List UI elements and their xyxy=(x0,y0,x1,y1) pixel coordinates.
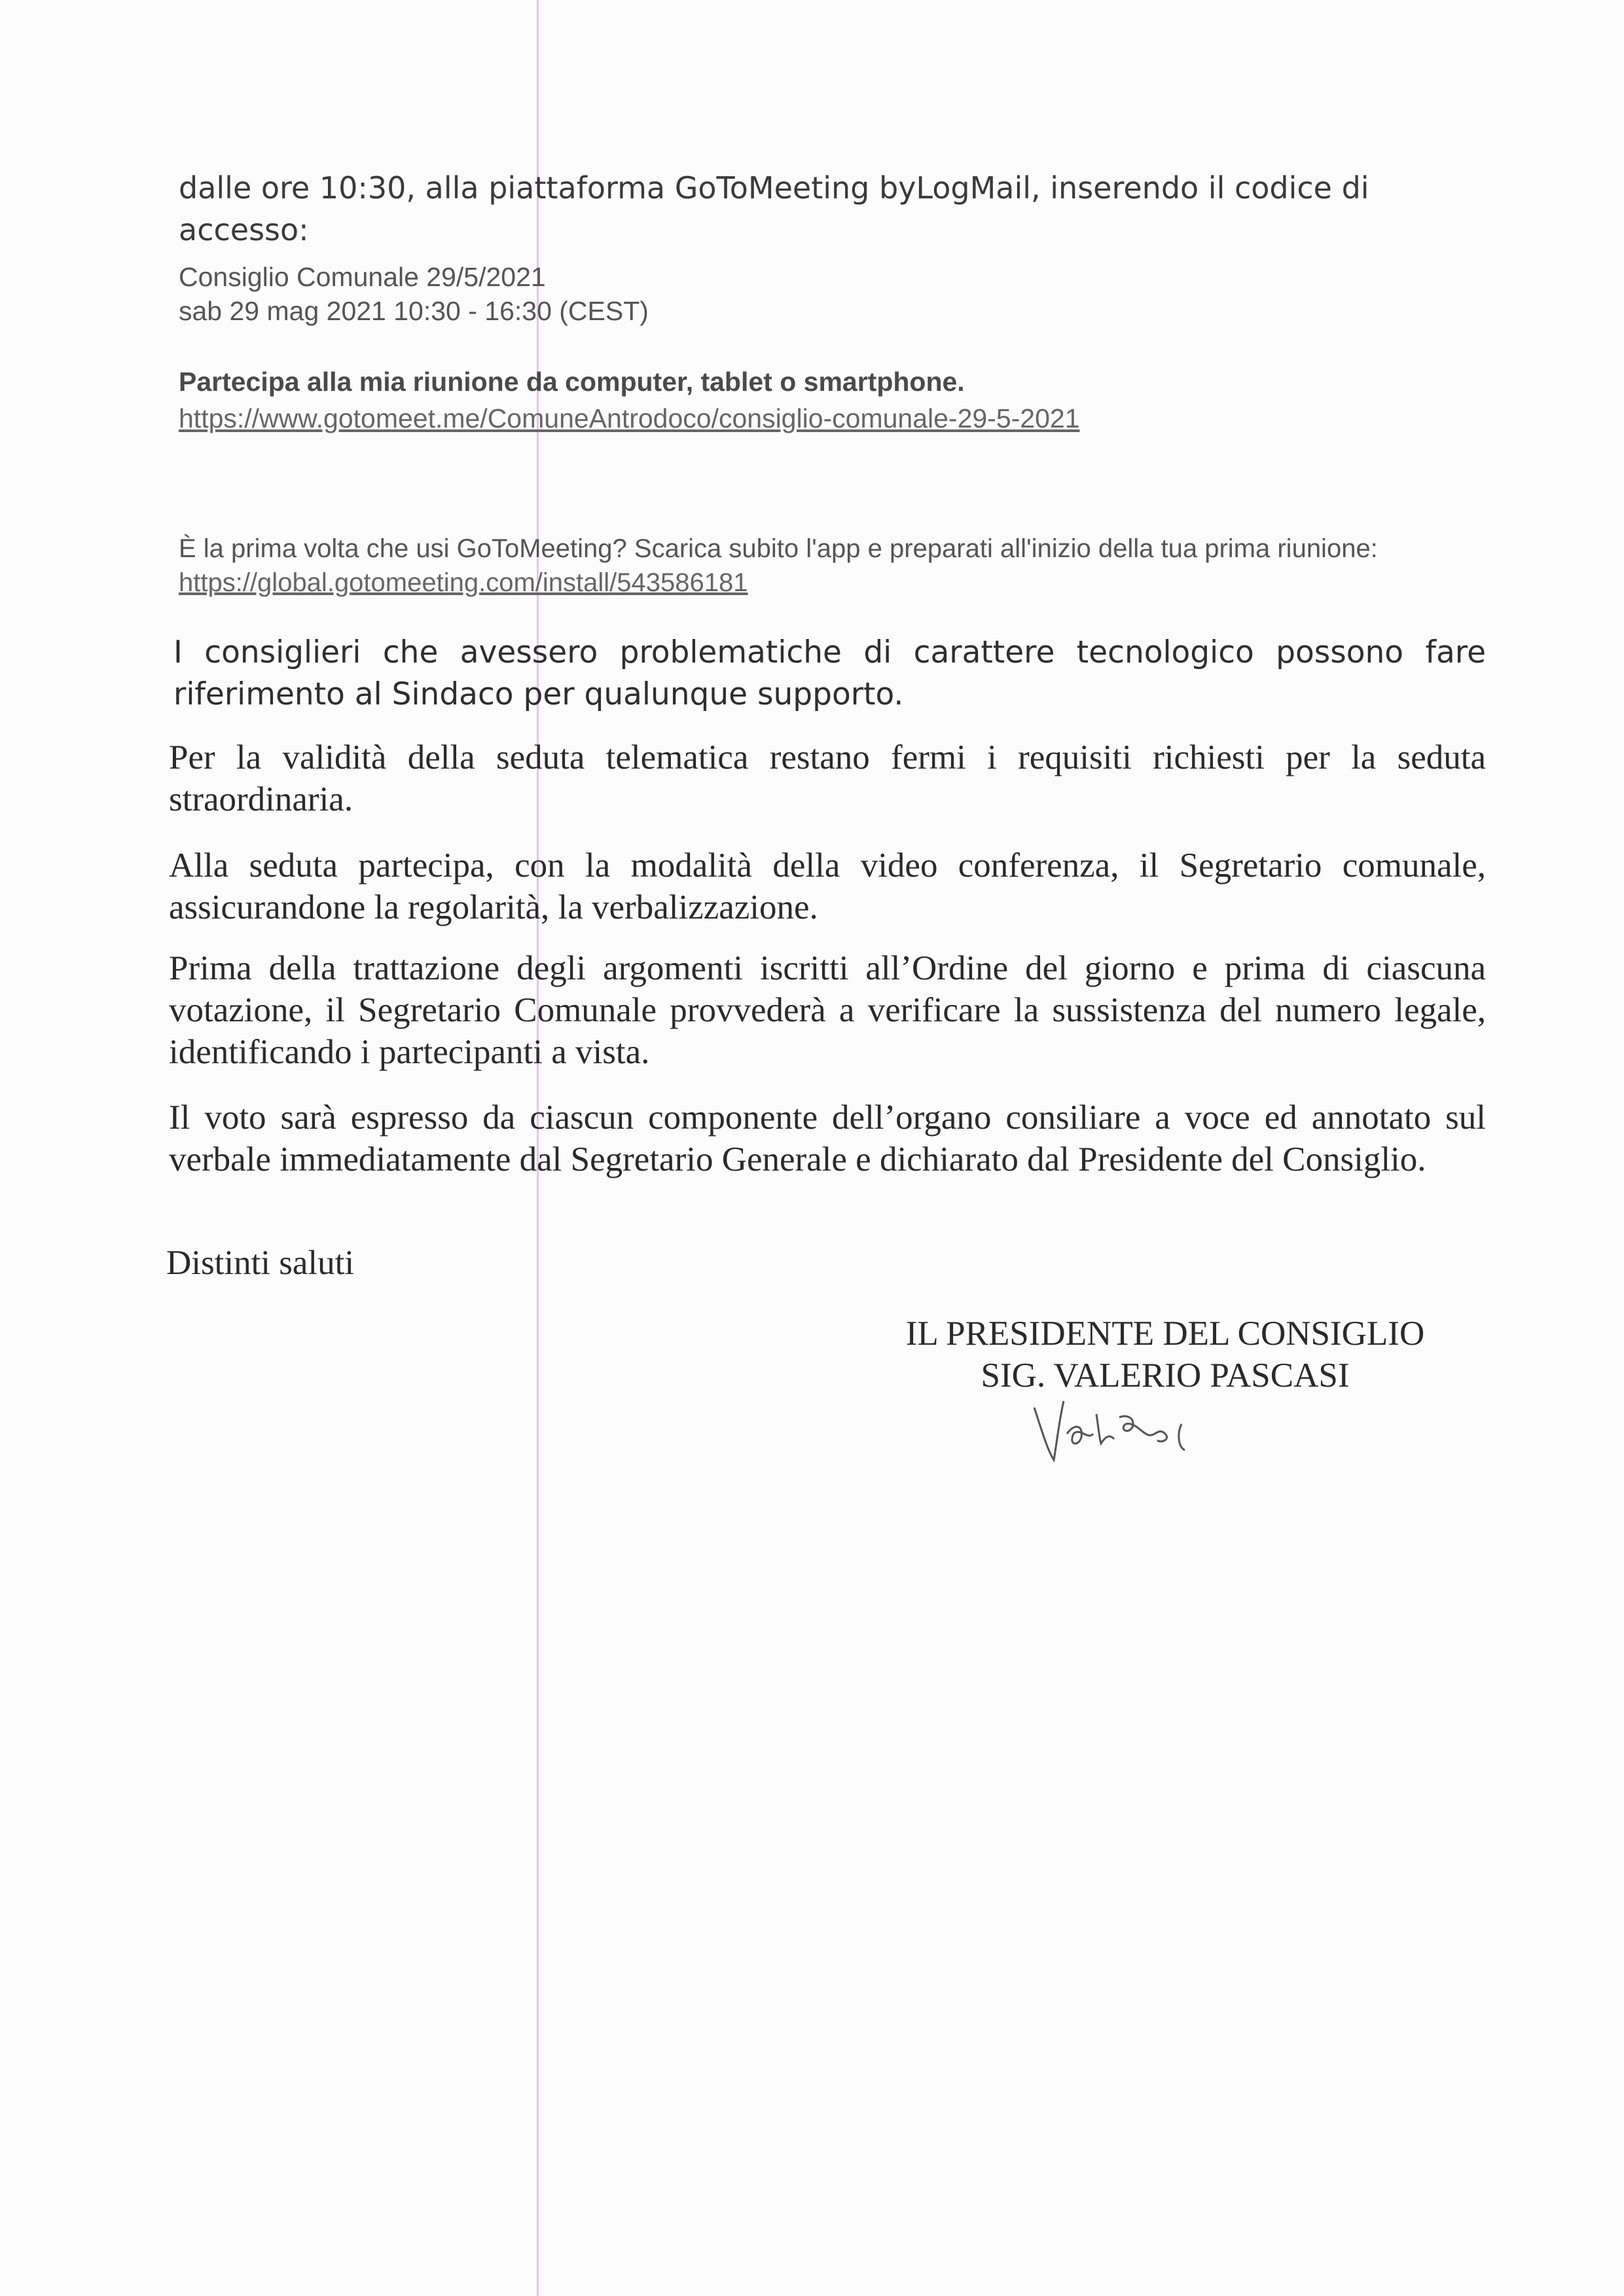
first-time-text: È la prima volta che usi GoToMeeting? Scarica subito l'app e preparati all'inizio della tua prima riunione: xyxy=(179,534,1378,563)
secretary-paragraph: Alla seduta partecipa, con la modalità della video conferenza, il Segretario comunale, assicurandone la regolarità, la verbalizzazione. xyxy=(169,847,1486,926)
join-heading: Partecipa alla mia riunione da computer, tablet o smartphone. xyxy=(179,367,965,397)
handwritten-signature xyxy=(1028,1388,1237,1467)
intro-line-1: dalle ore 10:30, alla piattaforma GoToMeeting byLogMail, inserendo il codice di xyxy=(179,170,1369,206)
closing-greeting: Distinti saluti xyxy=(166,1244,355,1282)
meeting-time: sab 29 mag 2021 10:30 - 16:30 (CEST) xyxy=(179,296,649,326)
intro-text xyxy=(179,167,1435,251)
signatory-name: SIG. VALERIO PASCASI xyxy=(981,1357,1350,1394)
vote-paragraph: Il voto sarà espresso da ciascun componente dell’organo consiliare a voce ed annotato sul verbale immediatamente dal Segretario Generale e dichiarato dal Presidente del Consiglio. xyxy=(169,1099,1486,1178)
install-link[interactable]: https://global.gotomeeting.com/install/543586181 xyxy=(179,568,748,597)
signatory-role: IL PRESIDENTE DEL CONSIGLIO xyxy=(905,1315,1425,1353)
signature-block xyxy=(851,1313,1479,1396)
meeting-title: Consiglio Comunale 29/5/2021 xyxy=(179,262,546,292)
join-link[interactable]: https://www.gotomeet.me/ComuneAntrodoco/consiglio-comunale-29-5-2021 xyxy=(179,403,1080,433)
intro-line-2: accesso: xyxy=(179,212,309,247)
first-time-notice xyxy=(179,532,1409,600)
tech-support-paragraph: I consiglieri che avessero problematiche di carattere tecnologico possono fare riferimento al Sindaco per qualunque supporto. xyxy=(173,634,1486,712)
validity-paragraph: Per la validità della seduta telematica restano fermi i requisiti richiesti per la seduta straordinaria. xyxy=(169,738,1486,818)
quorum-paragraph: Prima della trattazione degli argomenti iscritti all’Ordine del giorno e prima di ciascuna votazione, il Segretario Comunale provvederà a verificare la sussistenza del numero legale, identificando i partecipanti a vista. xyxy=(169,949,1486,1071)
